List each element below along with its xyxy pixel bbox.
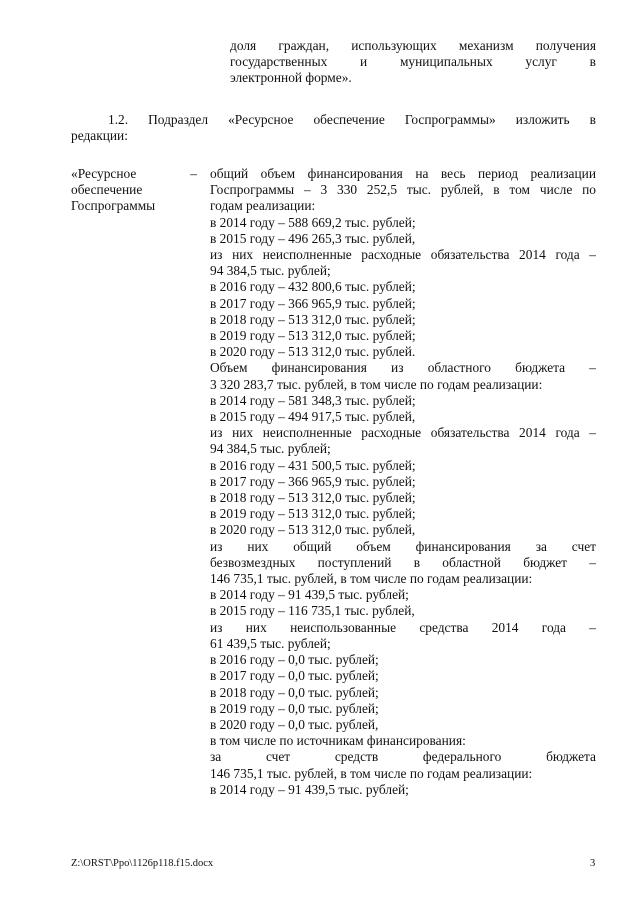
- resource-label-line: обеспечение: [71, 182, 143, 198]
- resource-label-line: «Ресурсное –: [71, 166, 197, 181]
- paragraph-line: редакции:: [71, 128, 128, 144]
- resource-detail-line: 3 320 283,7 тыс. рублей, в том числе по годам реализации:: [210, 376, 543, 392]
- resource-detail-line: в 2015 году – 116 735,1 тыс. рублей,: [210, 603, 415, 619]
- resource-label-column: [71, 166, 197, 215]
- resource-detail-line: 146 735,1 тыс. рублей, в том числе по годам реализации:: [210, 571, 533, 587]
- resource-detail-line: в 2018 году – 513 312,0 тыс. рублей;: [210, 311, 416, 327]
- resource-detail-line: в 2018 году – 513 312,0 тыс. рублей;: [210, 490, 416, 506]
- resource-details-column: [210, 166, 596, 798]
- page-number: 3: [590, 858, 596, 869]
- resource-detail-line: Объем финансирования из областного бюджета –: [210, 360, 596, 376]
- resource-detail-line: из них неисполненные расходные обязательства 2014 года –: [210, 425, 596, 441]
- resource-detail-line: в 2014 году – 91 439,5 тыс. рублей;: [210, 587, 409, 603]
- resource-detail-line: 61 439,5 тыс. рублей;: [210, 635, 331, 651]
- resource-detail-line: из них неисполненные расходные обязательства 2014 года –: [210, 247, 596, 263]
- paragraph-line: 1.2. Подраздел «Ресурсное обеспечение Госпрограммы» изложить в: [108, 112, 596, 127]
- resource-detail-line: общий объем финансирования на весь период реализации: [210, 166, 596, 181]
- resource-detail-line: в 2017 году – 366 965,9 тыс. рублей;: [210, 473, 416, 489]
- resource-detail-line: в 2019 году – 513 312,0 тыс. рублей;: [210, 328, 416, 344]
- resource-detail-line: в 2016 году – 431 500,5 тыс. рублей;: [210, 457, 416, 473]
- resource-detail-line: в 2015 году – 496 265,3 тыс. рублей,: [210, 230, 416, 246]
- resource-detail-line: из них неиспользованные средства 2014 года –: [210, 619, 596, 635]
- resource-detail-line: годам реализации:: [210, 198, 316, 214]
- resource-detail-line: в 2019 году – 513 312,0 тыс. рублей;: [210, 506, 416, 522]
- top-line: доля граждан, использующих механизм получения: [230, 38, 596, 53]
- resource-label-line: Госпрограммы: [71, 198, 156, 214]
- resource-detail-line: в 2017 году – 0,0 тыс. рублей;: [210, 668, 379, 684]
- resource-detail-line: 94 384,5 тыс. рублей;: [210, 263, 331, 279]
- resource-detail-line: в 2018 году – 0,0 тыс. рублей;: [210, 684, 379, 700]
- resource-detail-line: безвозмездных поступлений в областной бюджет –: [210, 554, 596, 570]
- resource-detail-line: в 2016 году – 0,0 тыс. рублей;: [210, 652, 379, 668]
- resource-detail-line: в том числе по источникам финансирования:: [210, 733, 466, 749]
- top-text-block: [230, 38, 596, 87]
- resource-detail-line: из них общий объем финансирования за счет: [210, 538, 596, 554]
- section-paragraph: [71, 112, 596, 144]
- resource-detail-line: в 2020 году – 513 312,0 тыс. рублей.: [210, 344, 416, 360]
- resource-detail-line: в 2014 году – 91 439,5 тыс. рублей;: [210, 781, 409, 797]
- resource-detail-line: в 2014 году – 581 348,3 тыс. рублей;: [210, 392, 416, 408]
- resource-detail-line: в 2020 году – 513 312,0 тыс. рублей,: [210, 522, 416, 538]
- resource-detail-line: 94 384,5 тыс. рублей;: [210, 441, 331, 457]
- resource-detail-line: в 2016 году – 432 800,6 тыс. рублей;: [210, 279, 416, 295]
- resource-detail-line: в 2019 году – 0,0 тыс. рублей;: [210, 700, 379, 716]
- resource-detail-line: в 2020 году – 0,0 тыс. рублей,: [210, 716, 379, 732]
- resource-detail-line: в 2014 году – 588 669,2 тыс. рублей;: [210, 214, 416, 230]
- resource-detail-line: в 2015 году – 494 917,5 тыс. рублей,: [210, 409, 416, 425]
- resource-detail-line: Госпрограммы – 3 330 252,5 тыс. рублей, в том числе по: [210, 182, 596, 198]
- resource-detail-line: в 2017 году – 366 965,9 тыс. рублей;: [210, 295, 416, 311]
- resource-detail-line: за счет средств федерального бюджета: [210, 749, 596, 765]
- footer-file-path: Z:\ORST\Ppo\1126p118.f15.docx: [71, 858, 214, 869]
- top-line: электронной форме».: [230, 70, 352, 86]
- resource-detail-line: 146 735,1 тыс. рублей, в том числе по годам реализации:: [210, 765, 533, 781]
- top-line: государственных и муниципальных услуг в: [230, 54, 596, 70]
